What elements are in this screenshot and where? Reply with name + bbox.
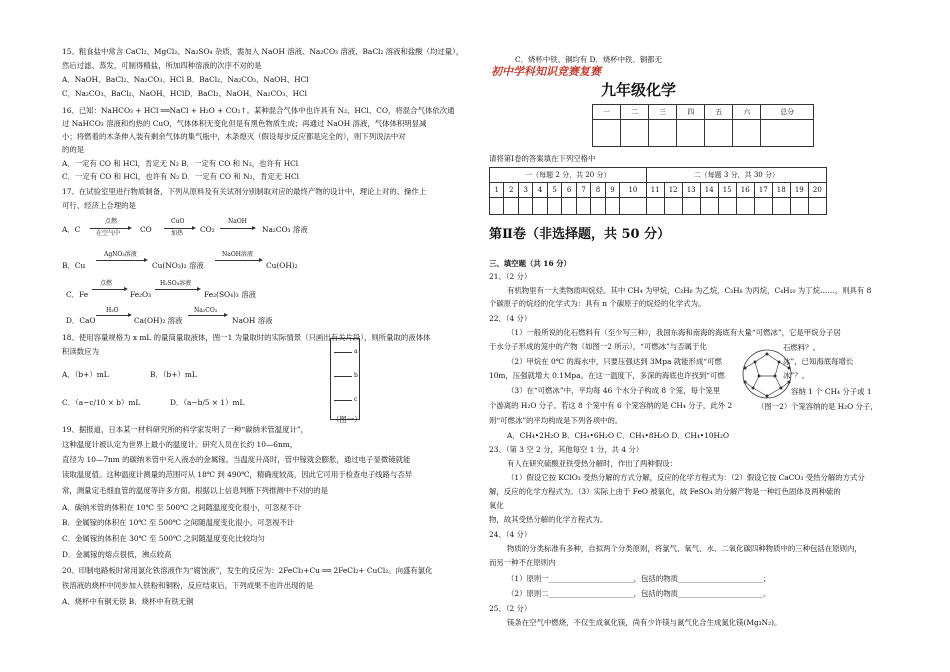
q16-line4: 的的是: [62, 145, 85, 154]
q24-rule-one: （1）原则一_______________________，包括的物质_______________________；: [507, 574, 771, 583]
answer-number-cell: 20: [808, 183, 826, 198]
answer-blank-cell[interactable]: [808, 198, 826, 215]
answer-number-cell: 19: [790, 183, 808, 198]
score-cell[interactable]: [621, 120, 649, 147]
q22-options: A．CH₄•2H₂O B．CH₄•6H₂O C．CH₄•8H₂O D．CH₄•10H₂O: [507, 431, 730, 440]
arrow-icon: [92, 289, 126, 290]
q24-header: 24、（4 分）: [489, 530, 532, 539]
q17-optA-cond2: CuO: [171, 218, 185, 225]
q17-optC-label: C．Fe: [66, 290, 89, 299]
answer-number-cell: 16: [736, 183, 754, 198]
score-cell[interactable]: [733, 120, 761, 147]
answer-blank-cell[interactable]: [754, 198, 772, 215]
q17-optB-label: B．Cu: [62, 261, 86, 270]
q17-line2: 可行、经济上合理的是: [62, 201, 136, 210]
part-two-title: 第Ⅱ卷（非选择题，共 50 分）: [489, 227, 671, 242]
q18-optC: C．（a−c/10 × b）mL: [62, 398, 141, 407]
q16-optC-D: C．一定有 CO 和 HCl，也许有 N₂ D．一定有 CO 和 N₂，肯定无 HCl: [62, 172, 299, 181]
q19-line2: 这种温度计被认定为世界上最小的温度计。研究人员在长约 10—6nm，: [62, 440, 298, 449]
answer-number-cell: 17: [754, 183, 772, 198]
score-cell[interactable]: [761, 120, 814, 147]
answer-blank-cell[interactable]: [533, 198, 547, 215]
answer-number-cell: 10: [620, 183, 646, 198]
score-header: 四: [677, 105, 705, 120]
contest-title: 初中学科知识竞赛复赛: [491, 65, 601, 78]
answer-blank-cell[interactable]: [790, 198, 808, 215]
section-three-title: 三、填空题（共 16 分）: [489, 259, 571, 268]
q17-optA-label: A．C: [62, 225, 81, 234]
answer-blank-cell[interactable]: [562, 198, 576, 215]
q15-line2: 然后过滤、蒸发，可制得精盐，所加四种溶液的次序不对的是: [62, 61, 262, 70]
q24-line1: 物质的分类标准有多种，自拟两个分类原则，将氯气、氧气、水、二氧化碳四种物质中的三种包括在原则内，: [507, 544, 862, 553]
score-cell[interactable]: [593, 120, 621, 147]
fig1-caption: （图一）: [332, 415, 362, 424]
q19-optD: D．金属镓的熔点很低，沸点较高: [62, 550, 172, 559]
score-cell[interactable]: [705, 120, 733, 147]
q17-optA-p1: CO: [140, 225, 152, 234]
q17-optD-label: D．CaO: [66, 316, 96, 325]
q23-header: 23、（第 3 空 2 分，其他每空 1 分，共 4 分）: [489, 445, 644, 454]
q15-optC-D: C．Na₂CO₃、BaCl₂、NaOH、HClD．BaCl₂、NaOH、Na₂CO₃、HCl: [62, 89, 308, 98]
right-page: [475, 0, 950, 672]
q25-header: 25、（2 分）: [489, 604, 532, 613]
q15-optA-B: A．NaOH、BaCl₂、Na₂CO₃、HCl B．BaCl₂、Na₂CO₃、NaOH、HCl: [62, 75, 309, 84]
arrow-icon: [220, 228, 254, 229]
q22-line4: 10m，压强就增大 0.1Mpa。在这一温度下，多深的海底也许找到“可燃: [489, 371, 725, 380]
q17-optD-p1: Ca(OH)₂ 溶液: [134, 316, 183, 325]
answer-blank-cell[interactable]: [682, 198, 700, 215]
arrow-icon: [188, 315, 226, 316]
score-header: 一: [593, 105, 621, 120]
score-header: 六: [733, 105, 761, 120]
q17-optA-p3: Na₂CO₃ 溶液: [262, 225, 308, 234]
q16-line2: 过 NaHCO₃ 溶液和灼热的 CuO，气体体积无变化但是有黑色物质生成；再通过 NaOH 溶液，气体体积明显减: [62, 119, 427, 128]
answer-number-cell: 15: [718, 183, 736, 198]
q17-optC-cond1: 点燃: [100, 280, 113, 287]
q17-optA-cond1: 点燃: [105, 218, 118, 225]
q22-line6b: 个笼容纳的是 H₂O 分子，: [791, 402, 878, 411]
q17-optC-p2: Fe₂(SO₄)₃ 溶液: [204, 290, 257, 299]
answer-number-cell: 2: [504, 183, 518, 198]
q18-optD: D．（a−b/5 × 1）mL: [170, 398, 245, 407]
fig1-label-b: b: [354, 372, 358, 379]
q17-optA-cond1b: 在空气中: [96, 230, 121, 237]
answer-blank-cell[interactable]: [547, 198, 561, 215]
q23-line2: （1）假设它按 KClO₃ 受热分解的方式分解，反应的化学方程式为：（2）假设它按 CaCO₃ 受热分解的方式分: [507, 473, 865, 482]
q22-line2b: 石燃料？。: [783, 343, 820, 352]
arrow-icon: [96, 315, 130, 316]
answer-section-two-header: 二（每题 3 分，共 30 分）: [646, 168, 826, 183]
answer-number-cell: 13: [682, 183, 700, 198]
answer-number-cell: 6: [562, 183, 576, 198]
answer-blank-cell[interactable]: [504, 198, 518, 215]
answer-number-cell: 12: [664, 183, 682, 198]
q17-optB-cond2: NaOH溶液: [222, 251, 253, 258]
q19-optB: B．金属镓的体积在 10℃ 至 500℃ 之间随温度变化很小，可忽视不计: [62, 518, 295, 527]
answer-number-cell: 3: [518, 183, 532, 198]
q17-optC-p1: Fe₂O₃: [130, 290, 152, 299]
q20-optA-B: A．烧杯中有铜无铁 B．烧杯中有铁无铜: [62, 597, 194, 606]
q17-optB-p1: Cu(NO₃)₂ 溶液: [152, 261, 204, 270]
q17-optC-cond2: H₂SO₄溶液: [160, 280, 192, 287]
answer-number-cell: 7: [576, 183, 590, 198]
q18-optB: B．（b+）mL: [150, 370, 197, 379]
fig1-label-a: a: [354, 348, 358, 355]
q22-line3b: 冰”，已知海底每增长: [783, 357, 854, 366]
score-cell[interactable]: [649, 120, 677, 147]
q22-line7: 则“可燃冰”的平均构成是下列各项中的。: [489, 416, 623, 425]
q19-line5: 常，测量定毛细血管的温度等许多方面。根据以上信息判断下列推测中不对的的是: [62, 486, 329, 495]
methane-hydrate-cage-figure: [735, 346, 799, 402]
score-header: 总分: [761, 105, 814, 120]
arrow-icon: [215, 260, 261, 261]
q17-optA-cond2b: 加热: [171, 230, 184, 237]
answer-number-cell: 8: [591, 183, 605, 198]
answer-blank-cell[interactable]: [591, 198, 605, 215]
q22-line1: （1）一般所说的化石燃料有（至少写三种），我国东海和南海的海底有大量“可燃冰”，它是甲烷分子居: [507, 328, 841, 337]
answer-blank-cell[interactable]: [518, 198, 532, 215]
answer-number-cell: 11: [646, 183, 664, 198]
q18-line2: 积读数应为: [62, 347, 99, 356]
q22-line6: 个游离的 H₂O 分子。若这 8 个笼中有 6 个笼容纳的是 CH₄ 分子，此外 2: [489, 401, 733, 410]
q21-line2: 个碳原子的烷烃的化学式为：具有 n 个碳原子的烷烃的化学式为。: [489, 299, 706, 308]
fill-note: 请将第Ⅰ卷的答案填在下列空格中: [489, 154, 596, 163]
q22-line4b: 冰”？。: [783, 371, 809, 380]
q23-line1: 有人在研究硫酸亚铁受热分解时，作出了两种假设：: [507, 459, 677, 468]
fig1-label-c: c: [354, 396, 358, 403]
q20-line1: 20、印制电路板时常用氯化铁溶液作为“腐蚀液”，发生的反应为：2FeCl₃+Cu ══ 2FeCl₂+ CuCl₂。向盛有氯化: [62, 566, 433, 575]
graduation-tick: [334, 376, 352, 377]
answer-blank-cell[interactable]: [490, 198, 504, 215]
q19-line3: 直径为 10—7nm 的碳纳米管中充入液态的金属镓。当温度升高时，管中镓就会膨胀，通过电子显微镜就能: [62, 455, 411, 464]
answer-blank-cell[interactable]: [700, 198, 718, 215]
q16-optA-B: A．一定有 CO 和 HCl，肯定无 N₂ B．一定有 CO 和 N₂，也许有 HCl: [62, 159, 299, 168]
q16-line1: 16、已知：NaHCO₃ + HCl ══NaCl + H₂O + CO₂↑。某种混合气体中也许具有 N₂、HCl、CO，将混合气体依次通: [62, 106, 455, 115]
q18-line1: 18、使用容量规格为 x mL 的量筒量取液体，图一1 为量取时的实际情景（只画出有关片段），则所量取的液体体: [62, 333, 431, 342]
q24-rule-two: （2）原则二_______________________，包括的物质_______________________。: [507, 589, 771, 598]
q15-line1: 15、粗食盐中常含 CaCl₂、MgCl₂、Na₂SO₄ 杂质，需加入 NaOH 溶液、Na₂CO₃ 溶液、BaCl₂ 溶液和盐酸（均过量），: [62, 47, 464, 56]
q17-optB-cond1: AgNO₃溶液: [104, 251, 137, 258]
grade-title: 九年级化学: [601, 81, 677, 99]
fig2-caption: （图一2）: [757, 402, 792, 411]
answer-number-cell: 1: [490, 183, 504, 198]
answer-number-cell: 4: [533, 183, 547, 198]
graduation-tick: [334, 400, 352, 401]
graduation-tick: [334, 352, 352, 353]
score-cell[interactable]: [677, 120, 705, 147]
score-header: 二: [621, 105, 649, 120]
q19-optA: A．碳纳米管的体积在 10℃ 至 500℃ 之间随温度变化很小，可忽视不计: [62, 503, 302, 512]
answer-number-cell: 9: [605, 183, 619, 198]
q20-optC-D: C．烧杯中铁、铜均有 D．烧杯中铁、铜都无: [515, 55, 662, 64]
q22-header: 22、（4 分）: [489, 314, 532, 323]
answer-table: [489, 167, 827, 215]
q17-optA-p2: CO₂: [200, 225, 215, 234]
q21-header: 21、（2 分）: [489, 272, 532, 281]
q22-line5: （3）在“可燃冰”中，平均每 46 个水分子构成 8 个笼，每个笼里: [507, 386, 721, 395]
q24-line2: 而另一种不在原则内: [489, 558, 556, 567]
q20-line2: 铁溶液的烧杯中同步加入铁粉和铜粉，反应结束后，下列成果不也许出现的是: [62, 581, 314, 590]
q23-line4: 氧化: [489, 501, 504, 510]
score-header: 三: [649, 105, 677, 120]
answer-blank-cell[interactable]: [664, 198, 682, 215]
q22-line3: （2）甲烷在 0℃ 的海水中，只要压强达到 3Mpa 就能形成“可燃: [507, 357, 722, 366]
q17-line1: 17、在试验室里进行物质制备，下列从原料及有关试剂分别制取对应的最终产物的设计中，理论上对的、操作上: [62, 187, 427, 196]
answer-number-cell: 18: [772, 183, 790, 198]
answer-blank-cell[interactable]: [736, 198, 754, 215]
q25-line1: 镁条在空气中燃烧，不仅生成氧化镁，尚有少许镁与氮气化合生成氮化镁(Mg₃N₂)。: [507, 618, 782, 627]
answer-blank-cell[interactable]: [620, 198, 646, 215]
answer-blank-cell[interactable]: [605, 198, 619, 215]
answer-number-cell: 5: [547, 183, 561, 198]
q19-optC: C．金属镓的体积在 30℃ 至 500℃ 之间随温度变化比较均匀: [62, 534, 265, 543]
answer-blank-cell[interactable]: [772, 198, 790, 215]
answer-blank-cell[interactable]: [718, 198, 736, 215]
answer-number-cell: 14: [700, 183, 718, 198]
answer-blank-cell[interactable]: [646, 198, 664, 215]
arrow-icon: [96, 260, 146, 261]
q22-line2: 于水分子形成的笼中的产物（如图一2 所示），“可燃冰”与否属于化: [489, 342, 707, 351]
q23-line5: 物，故其受热分解的化学方程式为。: [489, 515, 608, 524]
q23-line3: 解，反应的化学方程式为。（3）实际上由于 FeO 被氧化，故 FeSO₄ 的分解产物是一种红色固体及两种硫的: [489, 487, 841, 496]
arrow-icon: [155, 289, 199, 290]
q19-line4: 读取温度值。这种温度计测量的范围可从 18℃ 到 490℃，精确度较高，因此它可用于检查电子线路与否异: [62, 470, 413, 479]
answer-blank-cell[interactable]: [576, 198, 590, 215]
q21-line1: 有机物里有一大类物质叫烷烃。其中 CH₄ 为甲烷，C₂H₆ 为乙烷，C₃H₈ 为丙烷，C₄H₁₀ 为丁烷……，则具有 8: [507, 286, 872, 295]
q17-optD-p2: NaOH 溶液: [232, 316, 273, 325]
q17-optA-cond3: NaOH: [228, 218, 247, 225]
q17-optD-cond1: H₂O: [106, 307, 119, 314]
q22-line5b: 容纳 1 个 CH₄ 分子或 1: [791, 387, 872, 396]
score-table: [592, 104, 814, 147]
q19-line1: 19、据报道，日本某一材料研究所的科学家发明了一种“碳纳米管温度计”，: [62, 425, 309, 434]
answer-section-one-header: 一（每题 2 分，共 20 分）: [490, 168, 647, 183]
q17-optB-p2: Cu(OH)₂: [266, 261, 298, 270]
score-header: 五: [705, 105, 733, 120]
q17-optD-cond2: Na₂CO₃: [194, 307, 218, 314]
q18-optA: A．（b+）mL: [62, 370, 109, 379]
q16-line3: 小；将燃着的木条伸入装有剩余气体的集气瓶中，木条熄灭（假设每步反应都是完全的），则下列说法中对: [62, 132, 406, 141]
